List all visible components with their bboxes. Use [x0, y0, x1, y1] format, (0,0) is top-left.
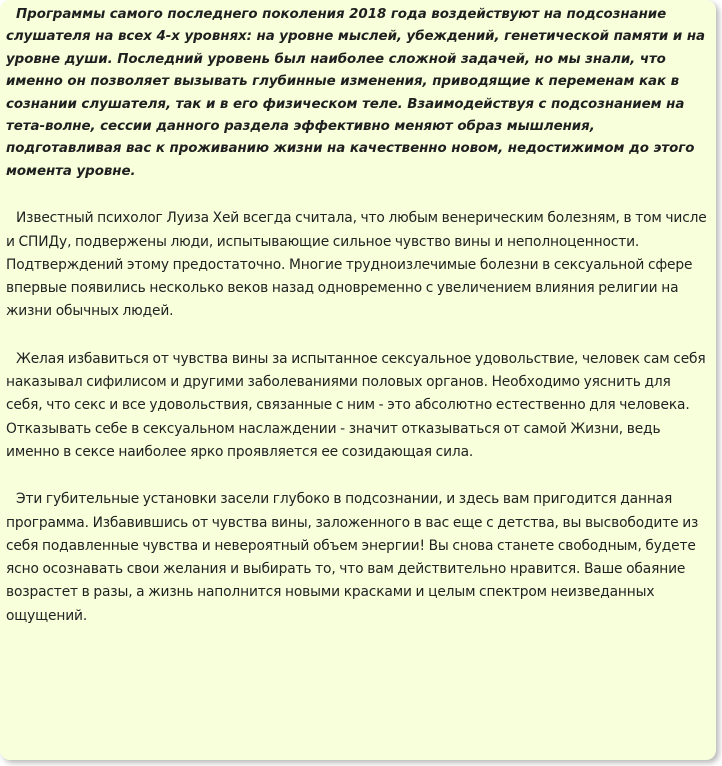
body-paragraph-3: Эти губительные установки засели глубоко в подсознании, и здесь вам пригодится данная программа. Избавившись от чувства вины, заложенного в вас еще с детства, вы высвободите из себя подавленные чувства и невероятный объем энергии! Вы снова станете свободным, будете ясно осознавать свои желания и выбирать то, что вам действительно нравится. Ваше обаяние возрастет в разы, а жизнь наполнится новыми красками и целым спектром неизведанных ощущений.	[6, 491, 699, 624]
paragraph-spacer	[6, 464, 710, 488]
paragraph-spacer	[6, 324, 710, 348]
intro-paragraph: Программы самого последнего поколения 2018 года воздействуют на подсознание слушателя на всех 4-х уровнях: на уровне мыслей, убеждений, генетической памяти и на уровне души. Последний уровень был наиболее сложной задачей, но мы знали, что именно он позволяет вызывать глубинные изменения, приводящие к переменам как в сознании слушателя, так и в его физическом теле. Взаимодействуя с подсознанием на тета-волне, сессии данного раздела эффективно меняют образ мышления, подготавливая вас к проживанию жизни на качественно новом, недостижимом до этого момента уровне.	[6, 7, 706, 179]
paragraph-spacer	[6, 183, 710, 207]
body-paragraph-1: Известный психолог Луиза Хей всегда считала, что любым венерическим болезням, в том числе и СПИДу, подвержены люди, испытывающие сильное чувство вины и неполноценности. Подтверждений этому предостаточно. Многие трудноизлечимые болезни в сексуальной сфере впервые появились несколько веков назад одновременно с увеличением влияния религии на жизни обычных людей.	[6, 210, 707, 320]
body-paragraph-2: Желая избавиться от чувства вины за испытанное сексуальное удовольствие, человек сам себя наказывал сифилисом и другими заболеваниями половых органов. Необходимо уяснить для себя, что секс и все удовольствия, связанные с ним - это абсолютно естественно для человека. Отказывать себе в сексуальном наслаждении - значит отказываться от самой Жизни, ведь именно в сексе наиболее ярко проявляется ее созидающая сила.	[6, 350, 706, 460]
